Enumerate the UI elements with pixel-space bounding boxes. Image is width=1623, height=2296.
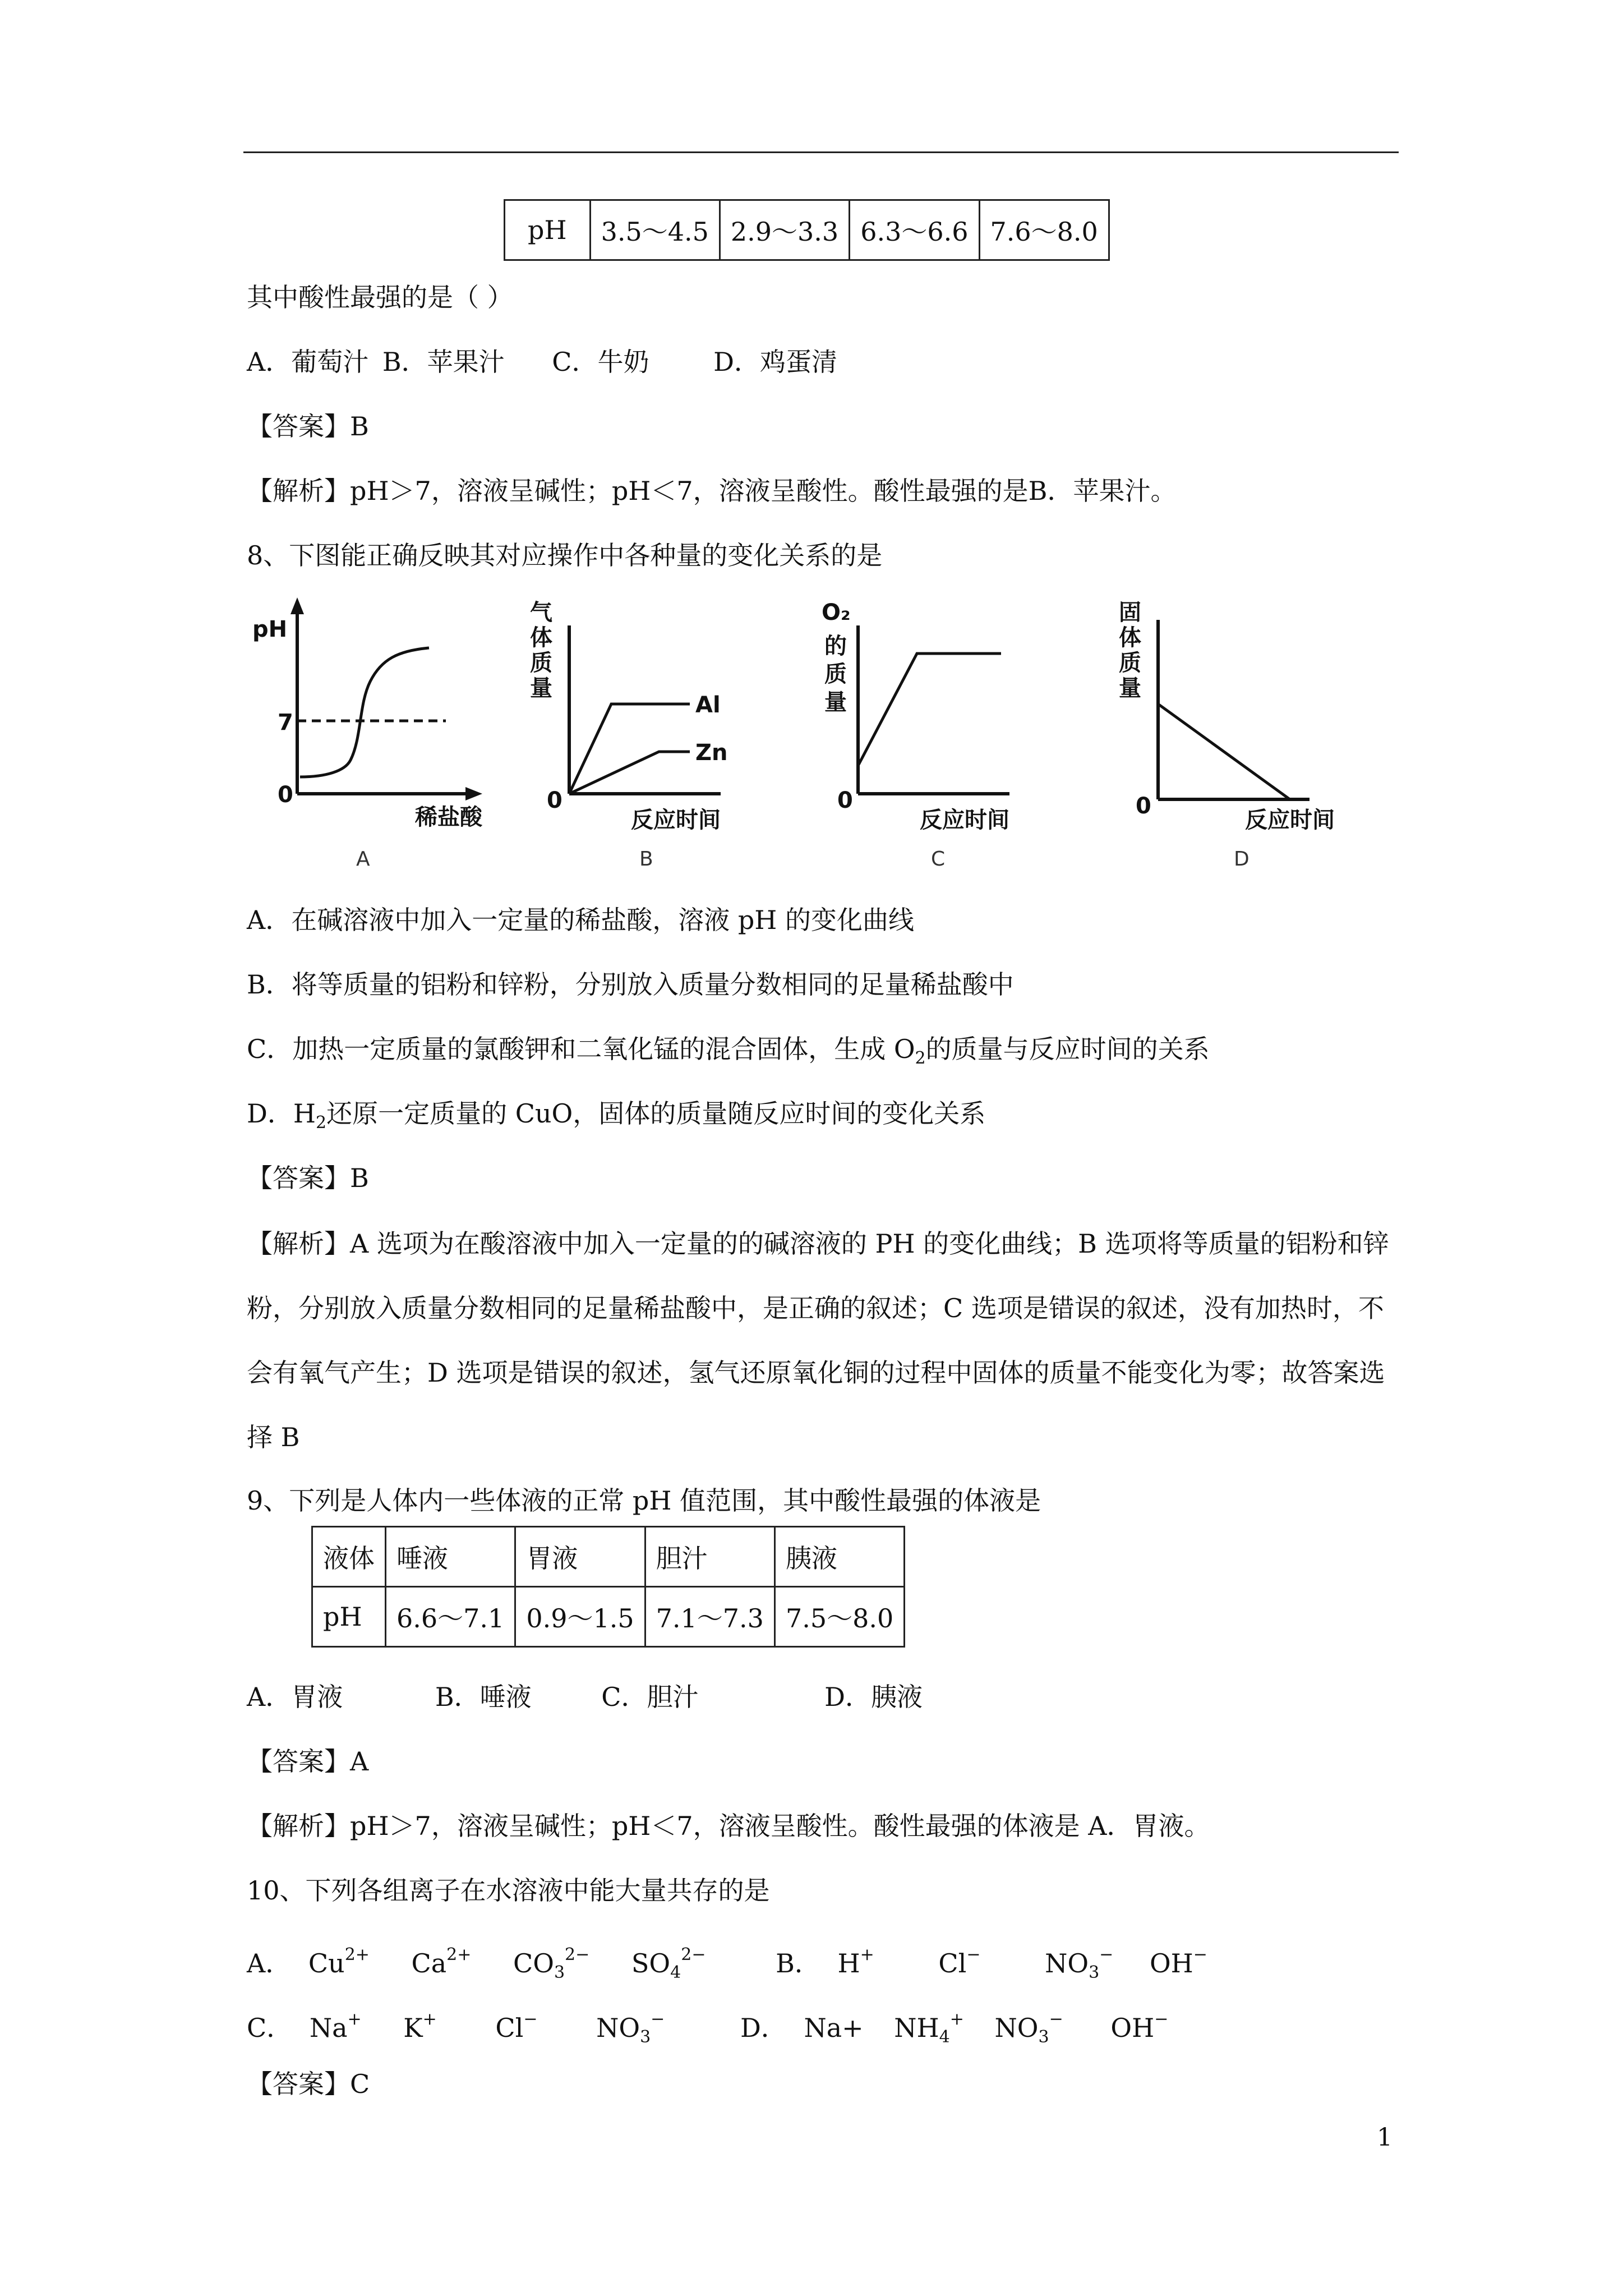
table-cell: 液体 (312, 1527, 386, 1587)
ion: OH− (1149, 1945, 1207, 1978)
option-text: 苹果汁 (427, 347, 505, 377)
option-text: 唾液 (479, 1682, 532, 1712)
origin-label: 0 (837, 788, 853, 813)
y-axis-label: pH (252, 616, 288, 642)
x-axis-label: 反应时间 (631, 807, 721, 833)
figure-caption: D (1234, 848, 1249, 871)
table-cell: 0.9～1.5 (515, 1587, 645, 1647)
ion: $NH_4^+$ (894, 2009, 964, 2047)
ion: H+ (837, 1945, 874, 1978)
q10-answer: 【答案】C (247, 2069, 370, 2099)
q8-analysis: 【解析】A 选项为在酸溶液中加入一定量的的碱溶液的 PH 的变化曲线；B 选项将等质量的铝粉和锌粉，分别放入质量分数相同的足量稀盐酸中，是正确的叙述；C 选项是错误的叙述，没有加热时，不会有氧气产生；D 选项是错误的叙述，氢气还原氧化铜的过程中固体的质量不能变化为零；故答案选择 B (247, 1228, 1389, 1452)
text-run: D．H (247, 1098, 316, 1129)
x-axis-label: 稀盐酸 (415, 804, 482, 830)
ion: $Ca^{2+}$ (411, 1945, 472, 1978)
q8-option-c (247, 1032, 1210, 1075)
q7-analysis: 【解析】pH＞7，溶液呈碱性；pH＜7，溶液呈酸性。酸性最强的是B．苹果汁。 (247, 476, 1177, 506)
q10-options-ab (247, 1938, 1241, 1990)
option-text: 胆汁 (647, 1682, 699, 1712)
option-label: A． (247, 1948, 292, 1978)
table-cell: 7.5～8.0 (774, 1587, 904, 1647)
ion: $CO_3^{2-}$ (513, 1945, 590, 1982)
option-label: A． (247, 1682, 292, 1712)
y-axis-label: 质 (530, 650, 552, 676)
y-axis-label: 量 (1119, 675, 1141, 701)
table-row (312, 1587, 905, 1647)
ion: Cl− (938, 1945, 981, 1978)
option-text: 牛奶 (597, 347, 649, 377)
table-cell: 6.3～6.6 (850, 200, 979, 260)
q10-question: 10、下列各组离子在水溶液中能大量共存的是 (247, 1875, 770, 1906)
ion: $NO_3^-$ (994, 2009, 1063, 2047)
graph-b (527, 597, 780, 872)
text-run: 的质量与反应时间的关系 (925, 1034, 1210, 1064)
q9-table (311, 1526, 905, 1648)
table-cell: 6.6～7.1 (386, 1587, 515, 1647)
series-label: Zn (695, 740, 728, 766)
option-label: D． (713, 347, 760, 377)
option-text: 胃液 (291, 1682, 343, 1712)
ion: Na+ (804, 2013, 864, 2043)
ion: K+ (403, 2009, 437, 2043)
y-axis-label: 气 (530, 600, 552, 625)
y-axis-label: 固 (1119, 600, 1141, 625)
option-label: B． (776, 1948, 820, 1978)
y-axis-label: 的 (824, 633, 847, 659)
q9-options (247, 1680, 923, 1714)
x-axis-label: 反应时间 (920, 807, 1009, 833)
q7-question: 其中酸性最强的是（ ） (247, 282, 513, 312)
q8-option-d (247, 1097, 985, 1140)
q8-option-a: A．在碱溶液中加入一定量的稀盐酸，溶液 pH 的变化曲线 (247, 905, 915, 935)
y-axis-label: 质 (1119, 650, 1141, 676)
origin-label: 0 (1136, 793, 1151, 819)
table-cell: pH (312, 1587, 386, 1647)
subscript: 2 (316, 1113, 327, 1133)
table-row (505, 200, 1109, 260)
q8-question: 8、下图能正确反映其对应操作中各种量的变化关系的是 (247, 540, 883, 570)
y-axis-label: 质 (824, 661, 847, 687)
ion: $Cu^{2+}$ (308, 1945, 370, 1978)
y-axis-label: O₂ (822, 600, 851, 625)
table-row (312, 1527, 905, 1587)
option-label: D． (740, 2013, 787, 2043)
table-cell: pH (505, 200, 591, 260)
option-label: B． (382, 347, 427, 377)
text-run: C．加热一定质量的氯酸钾和二氧化锰的混合固体，生成 O (247, 1034, 915, 1064)
q9-question: 9、下列是人体内一些体液的正常 pH 值范围，其中酸性最强的体液是 (247, 1485, 1041, 1516)
table-cell: 3.5～4.5 (590, 200, 720, 260)
ion: $NO_3^-$ (596, 2009, 665, 2047)
ion: Cl− (495, 2009, 538, 2043)
table-cell: 胃液 (515, 1527, 645, 1587)
option-label: C． (601, 1682, 647, 1712)
y-axis-label: 体 (530, 625, 552, 651)
origin-label: 0 (278, 782, 293, 808)
graph-d (1116, 597, 1396, 872)
q8-figures (252, 597, 1396, 872)
origin-label: 0 (547, 788, 562, 813)
text-run: 还原一定质量的 CuO，固体的质量随反应时间的变化关系 (326, 1098, 986, 1129)
q9-answer: 【答案】A (247, 1746, 369, 1777)
option-label: C． (552, 347, 598, 377)
option-label: D． (824, 1682, 872, 1712)
ion: OH− (1110, 2009, 1169, 2043)
graph-c (816, 597, 1068, 872)
q7-ph-table (504, 199, 1110, 261)
q8-option-b: B．将等质量的铝粉和锌粉，分别放入质量分数相同的足量稀盐酸中 (247, 969, 1014, 1000)
option-text: 鸡蛋清 (760, 347, 838, 377)
q10-options-cd (247, 2003, 1202, 2054)
table-cell: 7.1～7.3 (645, 1587, 774, 1647)
q7-options (247, 345, 837, 379)
table-cell: 胆汁 (645, 1527, 774, 1587)
ion: $SO_4^{2-}$ (631, 1945, 706, 1982)
option-label: C． (247, 2013, 293, 2043)
table-cell: 胰液 (774, 1527, 904, 1587)
y-axis-label: 量 (530, 675, 552, 701)
figure-caption: B (639, 848, 653, 871)
ion: $NO_3^-$ (1045, 1945, 1114, 1982)
subscript: 2 (915, 1048, 926, 1068)
option-text: 葡萄汁 (291, 347, 369, 377)
table-cell: 2.9～3.3 (720, 200, 849, 260)
page-number: 1 (1377, 2123, 1393, 2152)
figure-caption: C (931, 848, 946, 871)
figure-caption: A (356, 848, 370, 871)
q9-analysis: 【解析】pH＞7，溶液呈碱性；pH＜7，溶液呈酸性。酸性最强的体液是 A．胃液。 (247, 1811, 1210, 1841)
series-label: Al (695, 692, 721, 718)
q7-answer: 【答案】B (247, 411, 369, 441)
option-label: B． (435, 1682, 480, 1712)
option-label: A． (247, 347, 292, 377)
y-axis-label: 量 (824, 689, 847, 715)
header-rule (243, 151, 1399, 153)
ion: Na+ (309, 2009, 362, 2043)
option-text: 胰液 (871, 1682, 923, 1712)
q8-answer: 【答案】B (247, 1163, 369, 1193)
x-axis-label: 反应时间 (1245, 807, 1335, 833)
mark-label: 7 (278, 710, 293, 735)
table-cell: 唾液 (386, 1527, 515, 1587)
y-axis-label: 体 (1119, 625, 1141, 651)
graph-a (252, 597, 494, 872)
table-cell: 7.6～8.0 (979, 200, 1109, 260)
